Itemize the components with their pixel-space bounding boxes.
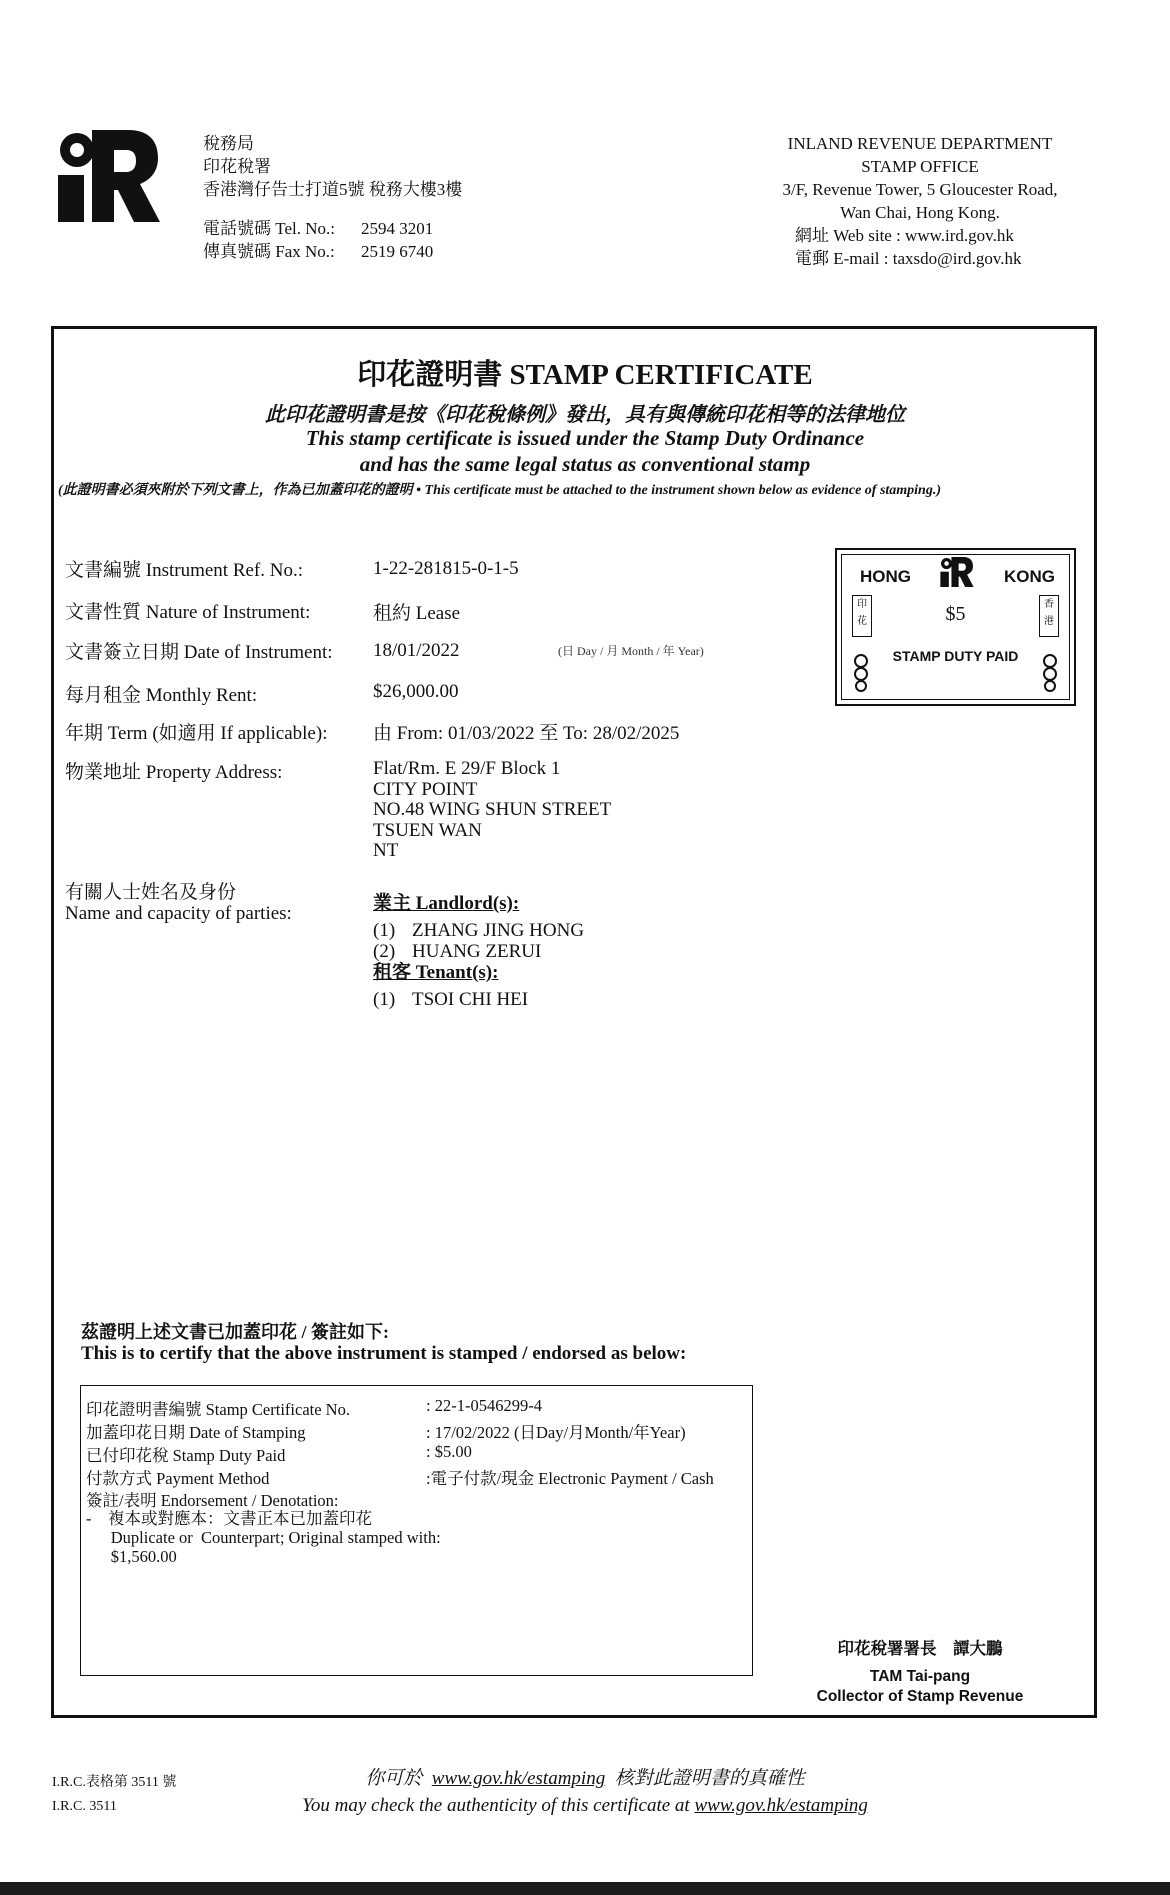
- landlord-item: [373, 920, 584, 941]
- stamp-inner-border: [841, 554, 1070, 700]
- cert-no-value: : 22-1-0546299-4: [426, 1396, 542, 1415]
- certify-statement-zh: 茲證明上述文書已加蓋印花 / 簽註如下:: [81, 1322, 389, 1342]
- date-of-instrument-value: 18/01/2022: [373, 640, 460, 661]
- tel-label: 電話號碼 Tel. No.:: [203, 219, 335, 238]
- date-of-stamping-label: 加蓋印花日期 Date of Stamping: [86, 1423, 306, 1442]
- term-value: 由 From: 01/03/2022 至 To: 28/02/2025: [373, 723, 680, 744]
- ird-logo: [58, 130, 160, 222]
- party-name: TSOI CHI HEI: [412, 989, 529, 1010]
- email: 電郵 E-mail : taxsdo@ird.gov.hk: [795, 249, 1022, 268]
- fax-value: 2519 6740: [361, 242, 434, 261]
- fax-label: 傳真號碼 Fax No.:: [203, 242, 335, 261]
- stamp-ir-logo: [940, 557, 974, 587]
- tenant-item: [373, 989, 584, 1010]
- fax-row: [203, 240, 462, 263]
- verify-note: [0, 1765, 1120, 1819]
- property-address-label: 物業地址 Property Address:: [65, 762, 283, 783]
- attachment-note: (此證明書必須夾附於下列文書上，作為已加蓋印花的證明 • This certificate must be attached to the instrument shown below as evidence of stamping.): [58, 483, 942, 498]
- stamp-hong: HONG: [860, 567, 911, 586]
- monthly-rent-label: 每月租金 Monthly Rent:: [65, 685, 258, 706]
- form-number-zh: I.R.C.表格第 3511 號: [52, 1775, 177, 1790]
- monthly-rent-value: $26,000.00: [373, 681, 459, 702]
- date-of-instrument-label: 文書簽立日期 Date of Instrument:: [65, 642, 333, 663]
- verify-text: 你可於: [365, 1768, 432, 1789]
- address-line: NO.48 WING SHUN STREET: [373, 799, 612, 820]
- address-line: TSUEN WAN: [373, 819, 482, 841]
- stamp-side-right: 香港: [1039, 595, 1059, 637]
- verify-line-zh: [50, 1765, 1120, 1792]
- verify-link[interactable]: www.gov.hk/estamping: [694, 1795, 868, 1816]
- stamp-paid-label: STAMP DUTY PAID: [892, 648, 1019, 664]
- endorsement-label: 簽註/表明 Endorsement / Denotation:: [86, 1491, 339, 1510]
- endorsement-line: $1,560.00: [86, 1547, 177, 1566]
- party-number: (1): [373, 920, 396, 941]
- nature-label: 文書性質 Nature of Instrument:: [65, 602, 311, 623]
- stamp-ornament-icon: [1042, 653, 1058, 693]
- nature-value: 租約 Lease: [373, 603, 461, 624]
- endorsement-line: Duplicate or Counterpart; Original stamped with:: [86, 1528, 441, 1547]
- certify-statement-en: This is to certify that the above instrument is stamped / endorsed as below:: [81, 1343, 687, 1364]
- collector-title-zh: 印花稅署署長 譚大鵬: [837, 1639, 1003, 1658]
- dept-name-en: INLAND REVENUE DEPARTMENT: [787, 134, 1053, 153]
- verify-link[interactable]: www.gov.hk/estamping: [431, 1768, 606, 1789]
- stamp-side-left: 印花: [852, 595, 872, 637]
- payment-method-value: :電子付款/現金 Electronic Payment / Cash: [426, 1469, 714, 1488]
- party-number: (1): [373, 989, 396, 1010]
- verify-text: 核對此證明書的真確性: [605, 1768, 805, 1789]
- date-format-hint: (日 Day / 月 Month / 年 Year): [558, 644, 704, 658]
- parties-label-zh: 有關人士姓名及身份: [65, 882, 237, 903]
- website: 網址 Web site : www.ird.gov.hk: [795, 226, 1014, 245]
- stamp-amount: $5: [945, 603, 966, 625]
- endorsement-text: [86, 1509, 441, 1566]
- duty-paid-value: : $5.00: [426, 1442, 472, 1461]
- verify-line-en: [50, 1792, 1120, 1819]
- collector-name: TAM Tai-pang: [869, 1668, 971, 1685]
- header-right: [745, 132, 1095, 270]
- dept-name-zh: 稅務局: [203, 134, 254, 153]
- address-line: Flat/Rm. E 29/F Block 1: [373, 758, 561, 779]
- subtitle-en-2: and has the same legal status as conventional stamp: [359, 452, 811, 476]
- parties-label: [65, 882, 292, 924]
- instrument-ref-value: 1-22-281815-0-1-5: [373, 558, 519, 579]
- office-name-zh: 印花稅署: [203, 157, 271, 176]
- property-address: [373, 759, 611, 862]
- landlord-item: [373, 941, 584, 962]
- collector-title-en: Collector of Stamp Revenue: [816, 1688, 1024, 1705]
- party-name: HUANG ZERUI: [412, 941, 542, 962]
- verify-text: You may check the authenticity of this certificate at: [302, 1795, 695, 1816]
- stamp-duty-paid-stamp: [835, 548, 1076, 706]
- term-label: 年期 Term (如適用 If applicable):: [65, 723, 328, 744]
- cert-no-label: 印花證明書編號 Stamp Certificate No.: [86, 1400, 350, 1419]
- address-zh: 香港灣仔告士打道5號 稅務大樓3樓: [203, 180, 463, 199]
- address-line: NT: [373, 840, 399, 861]
- subtitle-zh: 此印花證明書是按《印花稅條例》發出，具有與傳統印花相等的法律地位: [265, 404, 905, 426]
- duty-paid-label: 已付印花稅 Stamp Duty Paid: [86, 1446, 286, 1465]
- date-of-stamping-value: : 17/02/2022 (日Day/月Month/年Year): [426, 1423, 686, 1442]
- parties-list: [373, 893, 584, 1010]
- tel-row: [203, 217, 462, 240]
- address-en-1: 3/F, Revenue Tower, 5 Gloucester Road,: [782, 180, 1058, 199]
- address-en-2: Wan Chai, Hong Kong.: [840, 203, 1000, 222]
- office-name-en: STAMP OFFICE: [861, 157, 979, 176]
- tel-value: 2594 3201: [361, 219, 434, 238]
- landlord-heading: 業主 Landlord(s):: [373, 893, 520, 914]
- header-left: [203, 132, 462, 263]
- endorsement-line: - 複本或對應本：文書正本已加蓋印花: [86, 1509, 372, 1528]
- party-number: (2): [373, 941, 396, 962]
- form-number-en: I.R.C. 3511: [52, 1799, 117, 1814]
- stamp-kong: KONG: [1004, 567, 1055, 586]
- subtitle-en-1: This stamp certificate is issued under the Stamp Duty Ordinance: [305, 426, 865, 450]
- parties-label-en: Name and capacity of parties:: [65, 903, 292, 924]
- tenant-heading: 租客 Tenant(s):: [373, 962, 499, 983]
- instrument-ref-label: 文書編號 Instrument Ref. No.:: [65, 560, 304, 581]
- stamp-ornament-icon: [853, 653, 869, 693]
- payment-method-label: 付款方式 Payment Method: [86, 1469, 270, 1488]
- party-name: ZHANG JING HONG: [412, 920, 585, 941]
- certificate-title: 印花證明書 STAMP CERTIFICATE: [357, 359, 813, 391]
- address-line: CITY POINT: [373, 778, 478, 800]
- bottom-bar: [0, 1882, 1170, 1895]
- collector-signature-block: [800, 1635, 1040, 1707]
